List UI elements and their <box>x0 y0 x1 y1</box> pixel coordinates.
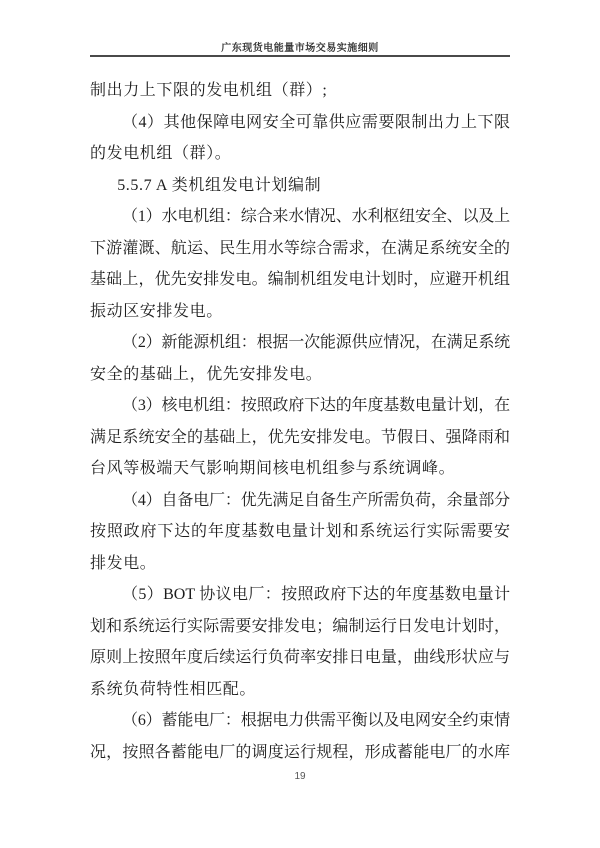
text-line: （5）BOT 协议电厂：按照政府下达的年度基数电量计 <box>122 586 510 603</box>
text-line: 基础上，优先安排发电。编制机组发电计划时，应避开机组 <box>90 271 510 288</box>
text-line: 原则上按照年度后续运行负荷率安排日电量，曲线形状应与 <box>90 649 510 666</box>
text-line: 振动区安排发电。 <box>90 302 223 320</box>
paragraph <box>90 75 510 107</box>
paragraph <box>90 485 510 580</box>
header-title: 广东现货电能量市场交易实施细则 <box>221 43 379 54</box>
text-line: 安全的基础上，优先安排发电。 <box>90 365 323 383</box>
page-footer <box>0 771 600 782</box>
text-line: 划和系统运行实际需要安排发电；编制运行日发电计划时， <box>90 617 510 635</box>
paragraph <box>90 107 510 170</box>
section-heading <box>90 170 510 202</box>
text-line: 按照政府下达的年度基数电量计划和系统运行实际需要安 <box>90 523 510 540</box>
text-line: 5.5.7 A 类机组发电计划编制 <box>117 176 322 194</box>
paragraph <box>90 201 510 327</box>
text-line: 系统负荷特性相匹配。 <box>90 680 257 698</box>
text-line: 台风等极端天气影响期间核电机组参与系统调峰。 <box>90 460 456 477</box>
text-line: 的发电机组（群）。 <box>90 145 232 162</box>
page-number: 19 <box>294 771 306 782</box>
text-line: （4）其他保障电网安全可靠供应需要限制出力上下限 <box>122 113 510 131</box>
text-line: （1）水电机组：综合来水情况、水利枢纽安全、以及上 <box>122 208 510 225</box>
text-line: 下游灌溉、航运、民生用水等综合需求，在满足系统安全的 <box>90 239 510 257</box>
paragraph <box>90 705 510 768</box>
text-line: 况，按照各蓄能电厂的调度运行规程，形成蓄能电厂的水库 <box>90 743 510 761</box>
text-line: 制出力上下限的发电机组（群）; <box>90 82 328 99</box>
document-body <box>90 75 510 768</box>
paragraph <box>90 327 510 390</box>
paragraph <box>90 390 510 485</box>
text-line: （2）新能源机组：根据一次能源供应情况，在满足系统 <box>122 334 510 351</box>
header-rule <box>90 55 510 57</box>
text-line: （3）核电机组：按照政府下达的年度基数电量计划，在 <box>122 397 510 414</box>
text-line: （6）蓄能电厂：根据电力供需平衡以及电网安全约束情 <box>122 712 510 729</box>
text-line: 满足系统安全的基础上，优先安排发电。节假日、强降雨和 <box>90 428 510 446</box>
paragraph <box>90 579 510 705</box>
text-line: 排发电。 <box>90 554 157 572</box>
text-line: （4）自备电厂：优先满足自备生产所需负荷，余量部分 <box>122 491 510 509</box>
